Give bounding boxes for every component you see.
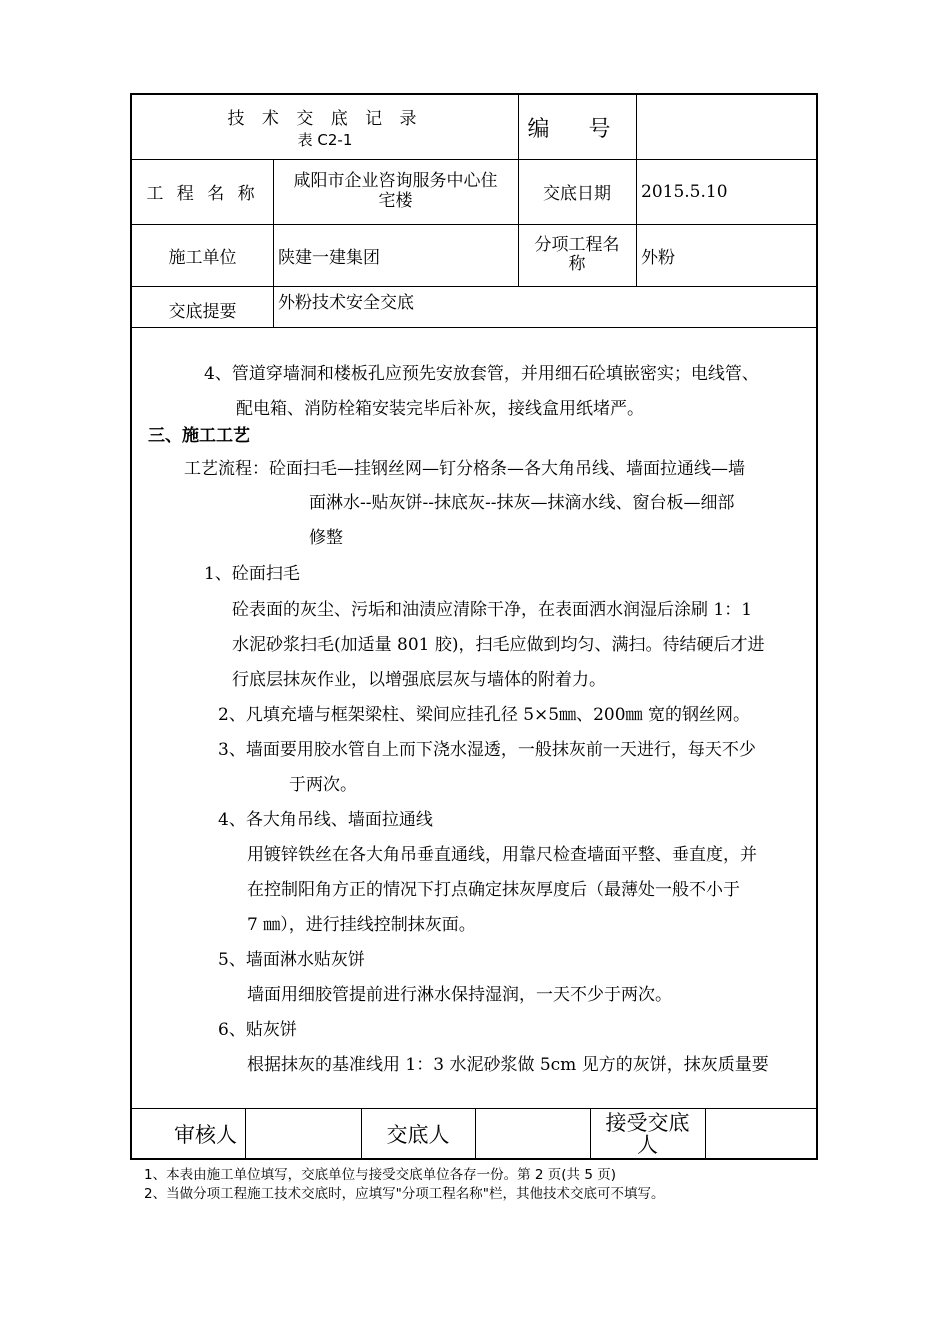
content-line: 根据抹灰的基准线用 1：3 水泥砂浆做 5cm 见方的灰饼，抹灰质量要 — [247, 1055, 769, 1075]
section-heading: 三、施工工艺 — [148, 426, 250, 446]
content-line: 7 ㎜），进行挂线控制抹灰面。 — [247, 915, 476, 935]
summary-value: 外粉技术安全交底 — [278, 293, 414, 313]
content-line: 4、各大角吊线、墙面拉通线 — [218, 810, 433, 830]
form-title-main: 技 术 交 底 记 录 — [227, 109, 423, 129]
content-line: 1、砼面扫毛 — [204, 564, 300, 584]
receiver-label-line: 接受交底 — [605, 1110, 690, 1135]
footnote: 1、本表由施工单位填写，交底单位与接受交底单位各存一份。第 2 页(共 5 页) — [144, 1167, 616, 1183]
unit-label: 施工单位 — [168, 247, 237, 268]
project-name-line: 宅楼 — [378, 190, 413, 211]
receiver-label-line: 人 — [637, 1133, 658, 1157]
summary-label: 交底提要 — [168, 302, 237, 322]
content-line: 5、墙面淋水贴灰饼 — [218, 950, 365, 970]
number-label: 编 号 — [527, 116, 627, 142]
receiver-label — [590, 1108, 705, 1160]
content-line: 水泥砂浆扫毛(加适量 801 胶)，扫毛应做到均匀、满扫。待结硬后才进 — [232, 635, 765, 655]
unit-value: 陕建一建集团 — [278, 247, 380, 268]
content-line: 在控制阳角方正的情况下打点确定抹灰厚度后（最薄处一般不小于 — [247, 880, 740, 900]
form-title — [132, 95, 518, 159]
reviewer-signature[interactable] — [245, 1108, 361, 1160]
content-line: 修整 — [309, 528, 343, 548]
content-line: 3、墙面要用胶水管自上而下浇水湿透，一般抹灰前一天进行，每天不少 — [218, 740, 756, 760]
subitem-label — [518, 224, 636, 286]
project-name-label: 工 程 名 称 — [146, 184, 259, 204]
date-label: 交底日期 — [543, 184, 611, 204]
row-divider — [132, 327, 816, 328]
reviewer-label: 审核人 — [174, 1123, 237, 1147]
date-value: 2015.5.10 — [641, 181, 728, 202]
content-line: 墙面用细胶管提前进行淋水保持湿润，一天不少于两次。 — [247, 985, 672, 1005]
form-code: 表 C2-1 — [297, 131, 353, 149]
subitem-label-line: 分项工程名 — [534, 235, 620, 256]
discloser-signature[interactable] — [475, 1108, 590, 1160]
subitem-label-line: 称 — [568, 254, 586, 274]
content-line: 于两次。 — [289, 775, 357, 795]
receiver-signature[interactable] — [705, 1108, 818, 1160]
content-line: 6、贴灰饼 — [218, 1020, 297, 1040]
project-name-value — [273, 159, 518, 224]
content-line: 砼表面的灰尘、污垢和油渍应清除干净，在表面洒水润湿后涂刷 1：1 — [232, 600, 753, 620]
content-line: 用镀锌铁丝在各大角吊垂直通线，用靠尺检查墙面平整、垂直度，并 — [247, 845, 757, 865]
content-line: 工艺流程：砼面扫毛—挂钢丝网—钉分格条—各大角吊线、墙面拉通线—墙 — [184, 459, 745, 479]
content-line: 4、管道穿墙洞和楼板孔应预先安放套管，并用细石砼填嵌密实；电线管、 — [204, 364, 759, 384]
number-value[interactable] — [636, 95, 818, 159]
footnote: 2、当做分项工程施工技术交底时，应填写"分项工程名称"栏，其他技术交底可不填写。 — [144, 1186, 665, 1202]
project-name-line: 咸阳市企业咨询服务中心住 — [293, 170, 498, 191]
discloser-label: 交底人 — [386, 1123, 450, 1147]
disclosure-form — [130, 93, 818, 1160]
content-line: 配电箱、消防栓箱安装完毕后补灰，接线盒用纸堵严。 — [236, 399, 644, 419]
subitem-value: 外粉 — [641, 247, 675, 268]
content-line: 2、凡填充墙与框架梁柱、梁间应挂孔径 5×5㎜、200㎜ 宽的钢丝网。 — [218, 705, 750, 725]
content-line: 行底层抹灰作业，以增强底层灰与墙体的附着力。 — [232, 670, 606, 690]
content-line: 面淋水--贴灰饼--抹底灰--抹灰—抹滴水线、窗台板—细部 — [309, 493, 735, 513]
